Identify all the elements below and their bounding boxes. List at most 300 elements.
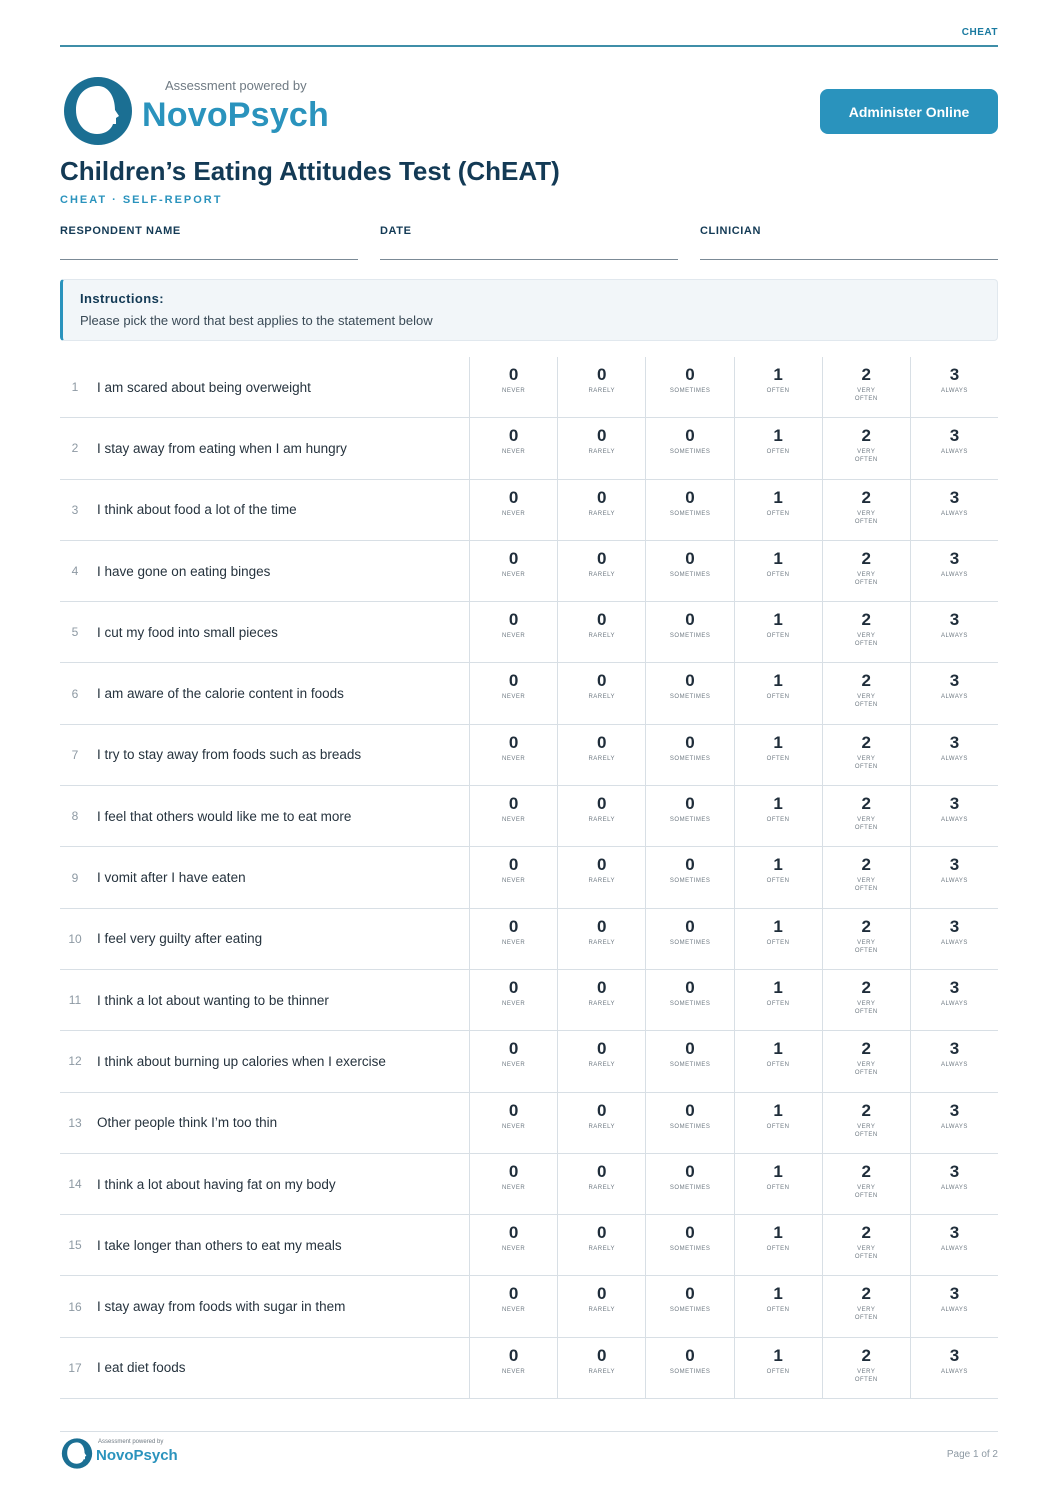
option-score: 0 (597, 794, 607, 814)
option-label: OFTEN (766, 388, 790, 394)
response-option[interactable] (822, 480, 910, 540)
response-option[interactable] (734, 1031, 822, 1091)
option-score: 1 (773, 487, 783, 507)
footer-brand: NovoPsych (96, 1447, 178, 1464)
respondent-name-label: RESPONDENT NAME (60, 225, 181, 237)
question-number: 8 (71, 809, 79, 824)
option-score: 3 (949, 916, 960, 936)
response-option[interactable] (822, 1215, 910, 1275)
response-option[interactable] (645, 847, 733, 907)
response-option[interactable] (822, 1031, 910, 1091)
response-option[interactable] (822, 541, 910, 601)
option-label: ALWAYS (940, 571, 968, 578)
option-label: NEVER (501, 1062, 526, 1069)
option-score: 0 (685, 732, 695, 752)
response-option[interactable] (469, 1338, 557, 1398)
option-label: VERY OFTEN (854, 449, 878, 464)
option-label: OFTEN (766, 755, 790, 762)
response-option[interactable] (645, 970, 733, 1030)
question-row (60, 970, 998, 1031)
question-row (60, 1215, 998, 1276)
option-score: 2 (861, 610, 871, 630)
option-label: ALWAYS (940, 510, 968, 517)
question-number: 9 (71, 870, 79, 885)
option-label: NEVER (501, 571, 526, 578)
option-score: 0 (597, 548, 607, 568)
option-label: VERY OFTEN (854, 633, 878, 648)
option-label: RARELY (588, 633, 616, 640)
response-option[interactable] (734, 909, 822, 969)
option-label: RARELY (588, 878, 616, 885)
response-options (469, 1215, 998, 1275)
response-options (469, 1276, 998, 1336)
option-score: 2 (861, 487, 871, 507)
response-option[interactable] (557, 909, 645, 969)
response-options (469, 1031, 998, 1091)
response-option[interactable] (734, 786, 822, 846)
option-score: 2 (861, 977, 871, 997)
option-label: ALWAYS (940, 878, 968, 885)
question-row (60, 1338, 998, 1399)
option-score: 3 (949, 1345, 960, 1365)
question-row (60, 725, 998, 786)
question-row (60, 1154, 998, 1215)
option-score: 0 (597, 1284, 607, 1304)
response-option[interactable] (910, 1276, 998, 1336)
option-label: NEVER (501, 1368, 526, 1375)
response-option[interactable] (469, 418, 557, 478)
option-score: 0 (597, 916, 607, 936)
response-option[interactable] (645, 357, 733, 417)
option-score: 0 (597, 977, 607, 997)
response-option[interactable] (557, 418, 645, 478)
option-score: 0 (685, 1161, 695, 1181)
response-option[interactable] (822, 847, 910, 907)
option-label: VERY OFTEN (854, 1184, 878, 1199)
response-option[interactable] (822, 602, 910, 662)
response-option[interactable] (469, 1215, 557, 1275)
option-label: SOMETIMES (669, 878, 711, 885)
response-option[interactable] (469, 970, 557, 1030)
option-score: 1 (773, 1161, 783, 1181)
response-option[interactable] (910, 357, 998, 417)
option-label: SOMETIMES (669, 510, 711, 517)
option-label: SOMETIMES (669, 755, 711, 762)
option-label: OFTEN (766, 1184, 790, 1191)
option-score: 0 (597, 855, 607, 875)
response-option[interactable] (910, 725, 998, 785)
response-option[interactable] (469, 602, 557, 662)
response-option[interactable] (469, 480, 557, 540)
option-score: 0 (685, 548, 695, 568)
question-statement: I think about food a lot of the time (97, 502, 297, 518)
option-score: 0 (508, 426, 519, 446)
option-label: VERY OFTEN (854, 1307, 878, 1322)
option-score: 2 (861, 1223, 871, 1243)
date-label: DATE (380, 225, 412, 237)
response-options (469, 357, 998, 417)
clinician-field[interactable] (700, 225, 998, 260)
response-option[interactable] (910, 541, 998, 601)
question-row (60, 786, 998, 847)
respondent-name-line[interactable] (60, 259, 358, 260)
response-option[interactable] (910, 480, 998, 540)
option-label: SOMETIMES (669, 1123, 711, 1130)
option-label: SOMETIMES (669, 388, 711, 394)
response-option[interactable] (469, 725, 557, 785)
clinician-label: CLINICIAN (700, 225, 762, 237)
option-score: 0 (685, 1345, 695, 1365)
response-option[interactable] (645, 541, 733, 601)
response-option[interactable] (557, 786, 645, 846)
option-score: 0 (685, 855, 695, 875)
response-option[interactable] (734, 480, 822, 540)
footer-logo (60, 1437, 190, 1473)
option-score: 3 (949, 487, 960, 507)
question-number: 5 (71, 625, 79, 640)
option-label: VERY OFTEN (854, 388, 878, 402)
option-label: OFTEN (766, 939, 790, 946)
option-score: 2 (861, 365, 871, 384)
response-option[interactable] (822, 418, 910, 478)
option-label: OFTEN (766, 1368, 790, 1375)
response-option[interactable] (734, 725, 822, 785)
option-label: RARELY (588, 571, 616, 578)
option-score: 3 (949, 1100, 960, 1120)
option-score: 0 (597, 1161, 607, 1181)
response-option[interactable] (822, 663, 910, 723)
response-option[interactable] (910, 1215, 998, 1275)
option-label: VERY OFTEN (854, 817, 878, 832)
response-option[interactable] (734, 1276, 822, 1336)
option-score: 1 (773, 1039, 783, 1059)
option-label: ALWAYS (940, 633, 968, 640)
option-label: SOMETIMES (669, 1184, 711, 1191)
option-score: 1 (773, 977, 783, 997)
response-option[interactable] (734, 1093, 822, 1153)
option-label: SOMETIMES (669, 1062, 711, 1069)
response-option[interactable] (645, 786, 733, 846)
response-option[interactable] (734, 541, 822, 601)
option-score: 3 (949, 1039, 960, 1059)
option-label: RARELY (588, 510, 616, 517)
question-row (60, 663, 998, 724)
response-option[interactable] (822, 357, 910, 417)
response-option[interactable] (910, 1093, 998, 1153)
response-option[interactable] (645, 418, 733, 478)
response-option[interactable] (822, 909, 910, 969)
question-statement: I stay away from foods with sugar in them (97, 1299, 346, 1315)
response-option[interactable] (822, 1338, 910, 1398)
response-option[interactable] (645, 909, 733, 969)
response-option[interactable] (557, 1276, 645, 1336)
option-label: RARELY (588, 1246, 616, 1253)
date-field[interactable] (380, 225, 678, 260)
option-score: 0 (508, 610, 519, 630)
option-label: SOMETIMES (669, 1000, 711, 1007)
option-label: ALWAYS (940, 817, 968, 824)
option-score: 0 (685, 671, 695, 691)
option-score: 3 (949, 855, 960, 875)
option-score: 3 (949, 794, 960, 814)
response-option[interactable] (734, 847, 822, 907)
option-score: 0 (508, 671, 519, 691)
option-score: 2 (861, 1284, 871, 1304)
response-option[interactable] (910, 418, 998, 478)
response-option[interactable] (645, 1276, 733, 1336)
response-option[interactable] (910, 786, 998, 846)
response-options (469, 418, 998, 478)
question-row (60, 1031, 998, 1092)
response-option[interactable] (910, 1338, 998, 1398)
option-score: 0 (597, 671, 607, 691)
response-option[interactable] (910, 847, 998, 907)
option-label: NEVER (501, 878, 526, 885)
clinician-line[interactable] (700, 259, 998, 260)
question-number: 6 (71, 686, 79, 701)
option-score: 3 (949, 610, 960, 630)
response-option[interactable] (557, 1093, 645, 1153)
response-option[interactable] (822, 1154, 910, 1214)
response-option[interactable] (469, 357, 557, 417)
administer-online-button[interactable]: Administer Online (820, 89, 998, 134)
option-score: 0 (597, 732, 607, 752)
question-statement: Other people think I’m too thin (97, 1115, 278, 1131)
response-option[interactable] (645, 725, 733, 785)
option-score: 1 (773, 855, 783, 875)
respondent-name-field[interactable] (60, 225, 358, 260)
response-option[interactable] (822, 1093, 910, 1153)
response-option[interactable] (734, 970, 822, 1030)
response-option[interactable] (645, 1338, 733, 1398)
option-score: 0 (685, 365, 695, 384)
option-score: 1 (773, 365, 783, 384)
response-option[interactable] (557, 602, 645, 662)
response-option[interactable] (557, 970, 645, 1030)
response-option[interactable] (734, 1154, 822, 1214)
option-label: VERY OFTEN (854, 1000, 878, 1015)
response-option[interactable] (557, 357, 645, 417)
instructions-heading: Instructions: (80, 291, 164, 306)
question-statement: I take longer than others to eat my meals (97, 1237, 342, 1253)
response-option[interactable] (469, 541, 557, 601)
response-option[interactable] (734, 357, 822, 417)
question-number: 13 (68, 1115, 82, 1130)
question-number: 2 (71, 441, 79, 456)
footer-head-ring-icon (60, 1437, 94, 1470)
response-option[interactable] (645, 602, 733, 662)
option-label: NEVER (501, 755, 526, 762)
option-score: 0 (685, 977, 695, 997)
option-label: VERY OFTEN (854, 1123, 878, 1138)
option-label: ALWAYS (940, 449, 968, 456)
option-label: SOMETIMES (669, 1368, 711, 1375)
option-label: NEVER (501, 1000, 526, 1007)
response-option[interactable] (557, 663, 645, 723)
logo-brand: NovoPsych (142, 96, 329, 134)
response-option[interactable] (557, 1154, 645, 1214)
date-line[interactable] (380, 259, 678, 260)
option-score: 2 (861, 426, 871, 446)
response-options (469, 602, 998, 662)
option-label: VERY OFTEN (854, 571, 878, 586)
option-score: 2 (861, 794, 871, 814)
option-label: ALWAYS (940, 939, 968, 946)
page-subtitle: CHEAT · SELF-REPORT (60, 194, 223, 206)
response-option[interactable] (645, 1154, 733, 1214)
response-option[interactable] (557, 847, 645, 907)
option-label: VERY OFTEN (854, 510, 878, 525)
option-score: 3 (949, 548, 960, 568)
option-score: 1 (773, 1100, 783, 1120)
response-option[interactable] (469, 1276, 557, 1336)
response-option[interactable] (557, 1031, 645, 1091)
option-score: 0 (597, 1100, 607, 1120)
question-statement: I try to stay away from foods such as breads (97, 747, 362, 763)
option-score: 0 (508, 1100, 519, 1120)
question-statement: I eat diet foods (97, 1360, 186, 1376)
question-statement: I feel very guilty after eating (97, 931, 263, 947)
question-statement: I am scared about being overweight (97, 379, 311, 395)
response-option[interactable] (734, 1215, 822, 1275)
option-label: NEVER (501, 817, 526, 824)
option-label: NEVER (501, 1246, 526, 1253)
option-label: VERY OFTEN (854, 1368, 878, 1383)
response-option[interactable] (910, 970, 998, 1030)
question-number: 3 (71, 502, 79, 517)
response-option[interactable] (557, 480, 645, 540)
question-row (60, 847, 998, 908)
option-label: ALWAYS (940, 388, 968, 394)
response-option[interactable] (910, 909, 998, 969)
response-option[interactable] (557, 725, 645, 785)
response-option[interactable] (469, 1154, 557, 1214)
option-score: 0 (508, 732, 519, 752)
response-option[interactable] (645, 480, 733, 540)
question-number: 15 (68, 1238, 82, 1253)
option-label: RARELY (588, 1184, 616, 1191)
option-score: 2 (861, 916, 871, 936)
response-options (469, 786, 998, 846)
response-option[interactable] (734, 1338, 822, 1398)
response-option[interactable] (910, 602, 998, 662)
question-number: 16 (68, 1299, 82, 1314)
response-option[interactable] (910, 663, 998, 723)
option-score: 0 (685, 426, 695, 446)
option-label: OFTEN (766, 510, 790, 517)
response-option[interactable] (645, 1215, 733, 1275)
option-label: RARELY (588, 694, 616, 701)
head-ring-icon (60, 74, 136, 148)
response-option[interactable] (822, 786, 910, 846)
response-option[interactable] (734, 418, 822, 478)
response-option[interactable] (910, 1031, 998, 1091)
option-score: 3 (949, 426, 960, 446)
option-label: OFTEN (766, 1123, 790, 1130)
option-label: RARELY (588, 755, 616, 762)
response-options (469, 480, 998, 540)
response-options (469, 970, 998, 1030)
response-option[interactable] (822, 725, 910, 785)
option-score: 0 (508, 1039, 519, 1059)
option-score: 2 (861, 1039, 871, 1059)
response-option[interactable] (557, 541, 645, 601)
option-label: OFTEN (766, 817, 790, 824)
option-label: NEVER (501, 633, 526, 640)
option-score: 0 (508, 548, 519, 568)
question-statement: I think a lot about wanting to be thinner (97, 992, 329, 1008)
option-label: NEVER (501, 510, 526, 517)
novopsych-logo (60, 74, 350, 150)
option-score: 3 (949, 1161, 960, 1181)
response-option[interactable] (557, 1338, 645, 1398)
response-option[interactable] (645, 1093, 733, 1153)
response-option[interactable] (469, 847, 557, 907)
question-number: 1 (71, 380, 79, 395)
option-score: 0 (508, 1223, 519, 1243)
option-score: 0 (508, 365, 519, 384)
option-score: 0 (597, 426, 607, 446)
response-option[interactable] (469, 786, 557, 846)
option-label: ALWAYS (940, 755, 968, 762)
question-row (60, 1276, 998, 1337)
response-option[interactable] (469, 909, 557, 969)
option-label: VERY OFTEN (854, 694, 878, 709)
option-label: VERY OFTEN (854, 1246, 878, 1261)
option-label: ALWAYS (940, 694, 968, 701)
response-option[interactable] (469, 1093, 557, 1153)
option-score: 3 (949, 671, 960, 691)
response-option[interactable] (734, 663, 822, 723)
header-divider (60, 45, 998, 47)
response-option[interactable] (469, 1031, 557, 1091)
option-label: OFTEN (766, 694, 790, 701)
response-option[interactable] (645, 663, 733, 723)
option-score: 0 (685, 487, 695, 507)
option-score: 0 (597, 1039, 607, 1059)
option-label: SOMETIMES (669, 633, 711, 640)
option-score: 2 (861, 1161, 871, 1181)
option-label: OFTEN (766, 571, 790, 578)
response-option[interactable] (734, 602, 822, 662)
question-row (60, 541, 998, 602)
footer-divider (60, 1431, 998, 1432)
option-score: 0 (508, 1161, 519, 1181)
option-score: 2 (861, 1345, 871, 1365)
option-score: 1 (773, 426, 783, 446)
response-option[interactable] (910, 1154, 998, 1214)
response-options (469, 663, 998, 723)
option-label: OFTEN (766, 633, 790, 640)
response-option[interactable] (822, 1276, 910, 1336)
option-score: 0 (508, 1284, 519, 1304)
response-option[interactable] (469, 663, 557, 723)
option-score: 2 (861, 855, 871, 875)
option-label: ALWAYS (940, 1184, 968, 1191)
option-label: NEVER (501, 1123, 526, 1130)
logo-powered-by: Assessment powered by (165, 78, 307, 93)
option-label: RARELY (588, 1000, 616, 1007)
response-option[interactable] (645, 1031, 733, 1091)
response-option[interactable] (557, 1215, 645, 1275)
option-label: RARELY (588, 1123, 616, 1130)
option-label: SOMETIMES (669, 449, 711, 456)
option-score: 1 (773, 548, 783, 568)
response-option[interactable] (822, 970, 910, 1030)
option-score: 0 (597, 365, 607, 384)
option-score: 0 (597, 1223, 607, 1243)
option-label: SOMETIMES (669, 571, 711, 578)
